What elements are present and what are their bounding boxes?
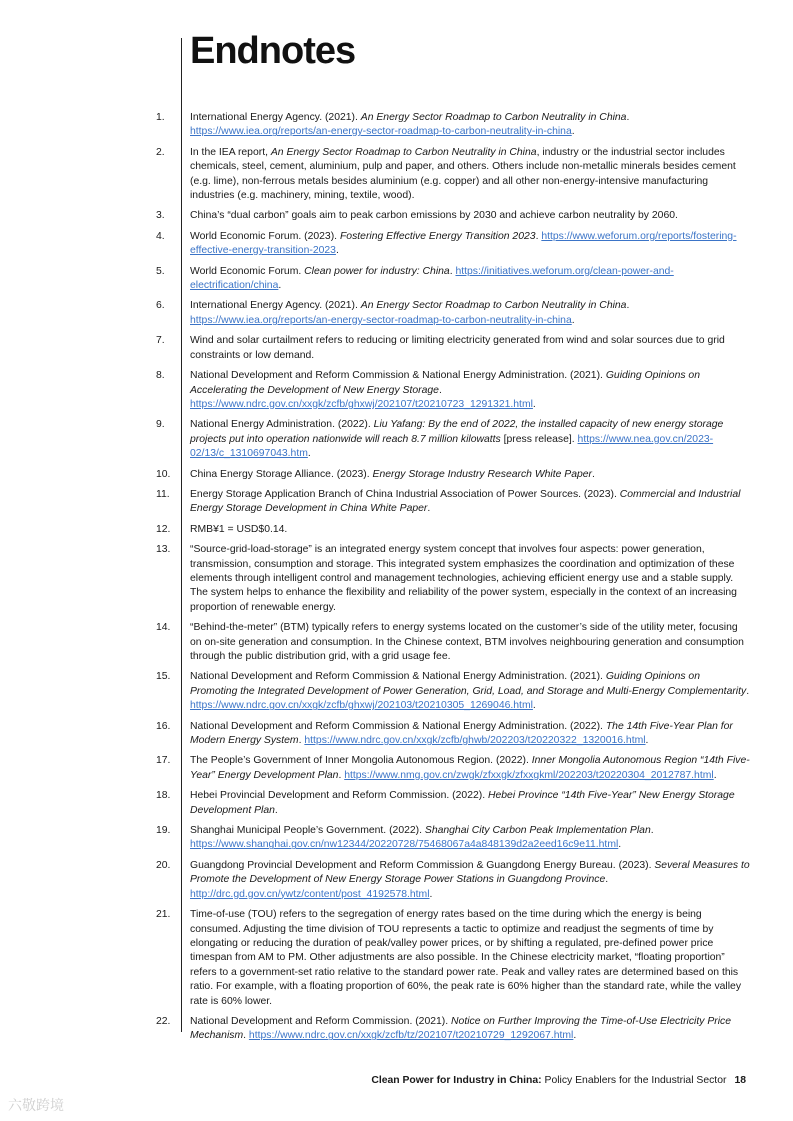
endnote-item	[0, 720, 793, 749]
endnote-italic-title: Fostering Effective Energy Transition 2023	[339, 230, 536, 242]
endnote-text	[190, 146, 750, 204]
endnote-link[interactable]: https://www.nmg.gov.cn/zwgk/zfxxgk/zfxxgkml/202203/t20220304_2012787.html	[344, 769, 714, 781]
endnote-number: 9.	[156, 419, 165, 431]
endnote-segment: .	[274, 804, 278, 816]
endnote-segment: International Energy Agency. (2021).	[190, 300, 361, 312]
endnote-italic-title: An Energy Sector Roadmap to Carbon Neutrality in China	[270, 146, 537, 158]
endnote-italic-title: An Energy Sector Roadmap to Carbon Neutrality in China	[360, 300, 627, 312]
endnote-italic-title: Notice on Further Improving the Time-of-Use Electricity Price Mechanism	[190, 1015, 732, 1042]
endnote-text	[190, 859, 750, 902]
endnote-text	[190, 908, 750, 1009]
endnote-italic-title: Clean power for industry: China	[304, 265, 450, 277]
endnote-item	[0, 523, 793, 537]
watermark: 六敬跨境	[8, 1097, 64, 1113]
endnote-segment: National Energy Administration. (2022).	[190, 419, 374, 431]
endnote-text	[190, 334, 750, 363]
endnote-item	[0, 789, 793, 818]
endnote-italic-title: Shanghai City Carbon Peak Implementation Plan	[424, 825, 651, 837]
endnote-item	[0, 418, 793, 461]
endnote-number: 10.	[156, 468, 171, 480]
endnote-italic-title: Guiding Opinions on Promoting the Integrated Development of Power Generation, Grid, Load, and Storage and Multi-Energy Complementarity	[190, 671, 747, 697]
endnote-segment: .	[571, 126, 575, 138]
endnote-item	[0, 265, 793, 294]
page-footer	[0, 1075, 746, 1086]
endnote-number: 7.	[156, 335, 165, 347]
endnote-text	[190, 209, 750, 223]
endnote-italic-title: Guiding Opinions on Accelerating the Development of New Energy Storage	[190, 370, 700, 396]
endnote-segment: .	[713, 769, 717, 781]
endnote-item	[0, 754, 793, 783]
endnote-number: 16.	[156, 720, 171, 732]
endnote-segment: .	[650, 825, 654, 837]
endnote-item	[0, 299, 793, 328]
endnote-number: 19.	[156, 825, 171, 837]
endnote-segment: .	[338, 769, 345, 781]
endnote-item	[0, 111, 793, 140]
endnote-item	[0, 369, 793, 412]
endnote-number: 1.	[156, 112, 165, 123]
endnote-segment: World Economic Forum.	[190, 265, 305, 277]
endnote-segment: National Development and Reform Commission & National Energy Administration. (2022).	[190, 720, 606, 732]
endnote-segment: The People’s Government of Inner Mongolia Autonomous Region. (2022).	[190, 755, 532, 767]
endnote-number: 3.	[156, 210, 165, 222]
endnote-segment: [press release].	[500, 433, 578, 445]
endnote-item	[0, 468, 793, 482]
endnote-link[interactable]: https://www.nea.gov.cn/2023-02/13/c_1310697043.htm	[190, 433, 714, 460]
endnote-number: 14.	[156, 622, 171, 634]
endnote-number: 12.	[156, 523, 171, 535]
endnote-item	[0, 146, 793, 204]
endnote-number: 17.	[156, 755, 171, 767]
endnote-segment: National Development and Reform Commission. (2021).	[190, 1015, 452, 1027]
endnote-link[interactable]: https://initiatives.weforum.org/clean-power-and-electrification/china	[190, 265, 674, 292]
endnote-text	[190, 369, 750, 412]
endnote-item	[0, 488, 793, 517]
endnote-segment: .	[335, 245, 339, 257]
footer-title-rest: Policy Enablers for the Industrial Sector	[541, 1075, 727, 1086]
endnote-text	[190, 299, 750, 328]
endnote-segment: “Source-grid-load-storage” is an integrated energy system concept that involves four aspects: power generation, transmission, consumption and storage. This integrated system emphasizes the coordination and optimization of these elements through intelligent control and management technologies, achieving efficient energy use and a stable supply. The system helps to enhance the flexibility and reliability of the power system, especially in the context of an increasing proportion of renewable energy.	[190, 544, 737, 613]
endnote-number: 22.	[156, 1015, 171, 1027]
endnote-number: 15.	[156, 671, 171, 683]
endnote-segment: .	[535, 230, 542, 242]
endnote-segment: .	[605, 874, 609, 886]
endnote-segment: , industry or the industrial sector includes chemicals, steel, cement, aluminium, pulp and paper, and others. Others include non-metallic minerals besides cement (e.g. lime), non-ferrous metals besides aluminium (e.g. copper) and all other non-energy-intensive manufacturing industries (e.g. machinery, mining, textile, wood).	[190, 146, 736, 202]
endnote-link[interactable]: https://www.shanghai.gov.cn/nw12344/20220728/75468067a4a848139d2a2eed16c9e11.html	[190, 839, 619, 851]
endnote-italic-title: Hebei Province “14th Five-Year” New Energy Storage Development Plan	[190, 790, 735, 816]
endnote-segment: Hebei Provincial Development and Reform Commission. (2022).	[190, 790, 488, 802]
endnote-segment: Shanghai Municipal People’s Government. (2022).	[190, 825, 425, 837]
endnote-segment: .	[427, 503, 431, 515]
endnote-number: 11.	[156, 488, 170, 500]
endnote-link[interactable]: https://www.ndrc.gov.cn/xxgk/zcfb/tz/202107/t20210729_1292067.html	[248, 1030, 574, 1042]
endnote-text	[190, 111, 750, 140]
endnote-text	[190, 523, 750, 537]
endnote-text	[190, 265, 750, 294]
endnote-text	[190, 670, 750, 713]
endnote-segment: National Development and Reform Commission & National Energy Administration. (2021).	[190, 671, 606, 683]
endnote-segment: China Energy Storage Alliance. (2023).	[190, 468, 373, 480]
endnote-segment: .	[626, 300, 630, 312]
endnote-text	[190, 468, 750, 482]
footer-title-bold: Clean Power for Industry in China:	[371, 1075, 542, 1086]
endnote-segment: World Economic Forum. (2023).	[190, 230, 340, 242]
endnote-segment: .	[571, 314, 575, 326]
endnote-segment: .	[573, 1030, 577, 1042]
endnote-link[interactable]: https://www.ndrc.gov.cn/xxgk/zcfb/ghxwj/202103/t20210305_1269046.html	[190, 700, 533, 712]
endnote-segment: .	[532, 700, 536, 712]
endnote-text	[190, 621, 750, 664]
endnote-text	[190, 1015, 750, 1044]
endnote-segment: .	[298, 735, 305, 747]
endnote-number: 8.	[156, 370, 165, 382]
endnote-segment: .	[307, 448, 311, 460]
endnote-italic-title: Liu Yafang: By the end of 2022, the installed capacity of new energy storage projects put into operation nationwide will reach 8.7 million kilowatts	[190, 419, 724, 445]
page-number: 18	[734, 1075, 746, 1086]
endnote-segment: .	[592, 468, 595, 480]
endnote-text	[190, 824, 750, 853]
endnote-segment: Energy Storage Application Branch of China Industrial Association of Power Sources. (2023).	[190, 488, 620, 500]
endnote-item	[0, 230, 793, 259]
endnote-segment: .	[532, 398, 536, 410]
endnote-italic-title: Energy Storage Industry Research White Paper	[372, 468, 592, 480]
endnote-italic-title: Several Measures to Promote the Development of New Energy Storage Power Stations in Guangdong Province	[190, 859, 750, 886]
endnote-segment: Wind and solar curtailment refers to reducing or limiting electricity generated from wind and solar sources due to grid constraints or low demand.	[190, 335, 725, 361]
endnote-item	[0, 209, 793, 223]
endnote-segment: International Energy Agency. (2021).	[190, 112, 361, 123]
endnote-item	[0, 1015, 793, 1044]
endnote-text	[190, 543, 750, 615]
endnote-segment: .	[243, 1030, 249, 1042]
endnote-item	[0, 908, 793, 1009]
endnote-text	[190, 488, 750, 517]
endnote-italic-title: An Energy Sector Roadmap to Carbon Neutrality in China	[360, 112, 627, 123]
endnotes-list	[0, 111, 793, 1050]
endnote-item	[0, 859, 793, 902]
endnote-item	[0, 621, 793, 664]
endnote-number: 13.	[156, 544, 171, 556]
endnote-italic-title: Commercial and Industrial Energy Storage Development in China White Paper	[190, 488, 741, 515]
endnote-item	[0, 543, 793, 615]
endnote-link[interactable]: https://www.weforum.org/reports/fostering-effective-energy-transition-2023	[190, 230, 737, 257]
endnote-number: 4.	[156, 230, 165, 242]
endnote-item	[0, 824, 793, 853]
endnote-number: 6.	[156, 300, 165, 312]
page-title: Endnotes	[190, 30, 356, 72]
endnote-text	[190, 418, 750, 461]
endnote-link[interactable]: https://www.iea.org/reports/an-energy-sector-roadmap-to-carbon-neutrality-in-china	[190, 126, 572, 138]
endnote-link[interactable]: https://www.ndrc.gov.cn/xxgk/zcfb/ghwb/202203/t20220322_1320016.html	[304, 735, 646, 747]
endnote-segment: RMB¥1 = USD$0.14.	[190, 523, 288, 535]
endnote-number: 5.	[156, 265, 165, 277]
endnote-segment: .	[645, 735, 649, 747]
endnote-italic-title: Inner Mongolia Autonomous Region “14th Five-Year” Energy Development Plan	[190, 755, 750, 781]
endnote-text	[190, 754, 750, 783]
endnote-segment: China’s “dual carbon” goals aim to peak carbon emissions by 2030 and achieve carbon neutrality by 2060.	[190, 210, 678, 222]
endnote-text	[190, 789, 750, 818]
endnote-segment: National Development and Reform Commission & National Energy Administration. (2021).	[190, 370, 606, 382]
endnote-segment: Time-of-use (TOU) refers to the segregation of energy rates based on the time during which the energy is being consumed. Adjusting the time division of TOU represents a tactic to optimize and readjust the segments of time by elongating or reducing the duration of peak/valley power prices, or by shifting a regulated, pre-defined power price timespan from AM to PM. Other adjustments are also possible. In the Chinese electricity market, “floating proportion” refers to a government-set ratio relative to the standard power rate. Peak and valley rates are determined based on this ratio. For example, with a floating proportion of 60%, the peak rate is 60% higher than the standard rate, while the valley rate is 60% lower.	[190, 909, 742, 1007]
endnote-segment: .	[626, 112, 630, 123]
endnote-segment: .	[746, 685, 750, 697]
endnote-segment: .	[438, 384, 442, 396]
endnote-segment: .	[278, 280, 282, 292]
endnote-number: 18.	[156, 790, 171, 802]
endnote-number: 2.	[156, 146, 165, 158]
endnote-segment: In the IEA report,	[190, 146, 271, 158]
endnote-italic-title: The 14th Five-Year Plan for Modern Energy System	[190, 720, 733, 747]
endnote-number: 20.	[156, 859, 171, 871]
endnote-number: 21.	[156, 909, 171, 921]
endnote-link[interactable]: https://www.iea.org/reports/an-energy-sector-roadmap-to-carbon-neutrality-in-china	[190, 314, 572, 326]
endnote-segment: .	[618, 839, 622, 851]
endnote-segment: .	[429, 888, 433, 900]
endnote-segment: .	[449, 265, 456, 277]
endnote-item	[0, 334, 793, 363]
endnote-segment: Guangdong Provincial Development and Reform Commission & Guangdong Energy Bureau. (2023).	[190, 859, 655, 871]
endnote-text	[190, 230, 750, 259]
endnote-link[interactable]: http://drc.gd.gov.cn/ywtz/content/post_4192578.html	[190, 888, 430, 900]
endnote-text	[190, 720, 750, 749]
endnote-item	[0, 670, 793, 713]
endnote-segment: “Behind-the-meter” (BTM) typically refers to energy systems located on the customer’s side of the utility meter, focusing on on-site generation and consumption. In the Chinese context, BTM involves neighbouring generation and consumption through the public distribution grid, with a grid usage fee.	[190, 622, 744, 662]
endnote-link[interactable]: https://www.ndrc.gov.cn/xxgk/zcfb/ghxwj/202107/t20210723_1291321.html	[190, 398, 533, 410]
